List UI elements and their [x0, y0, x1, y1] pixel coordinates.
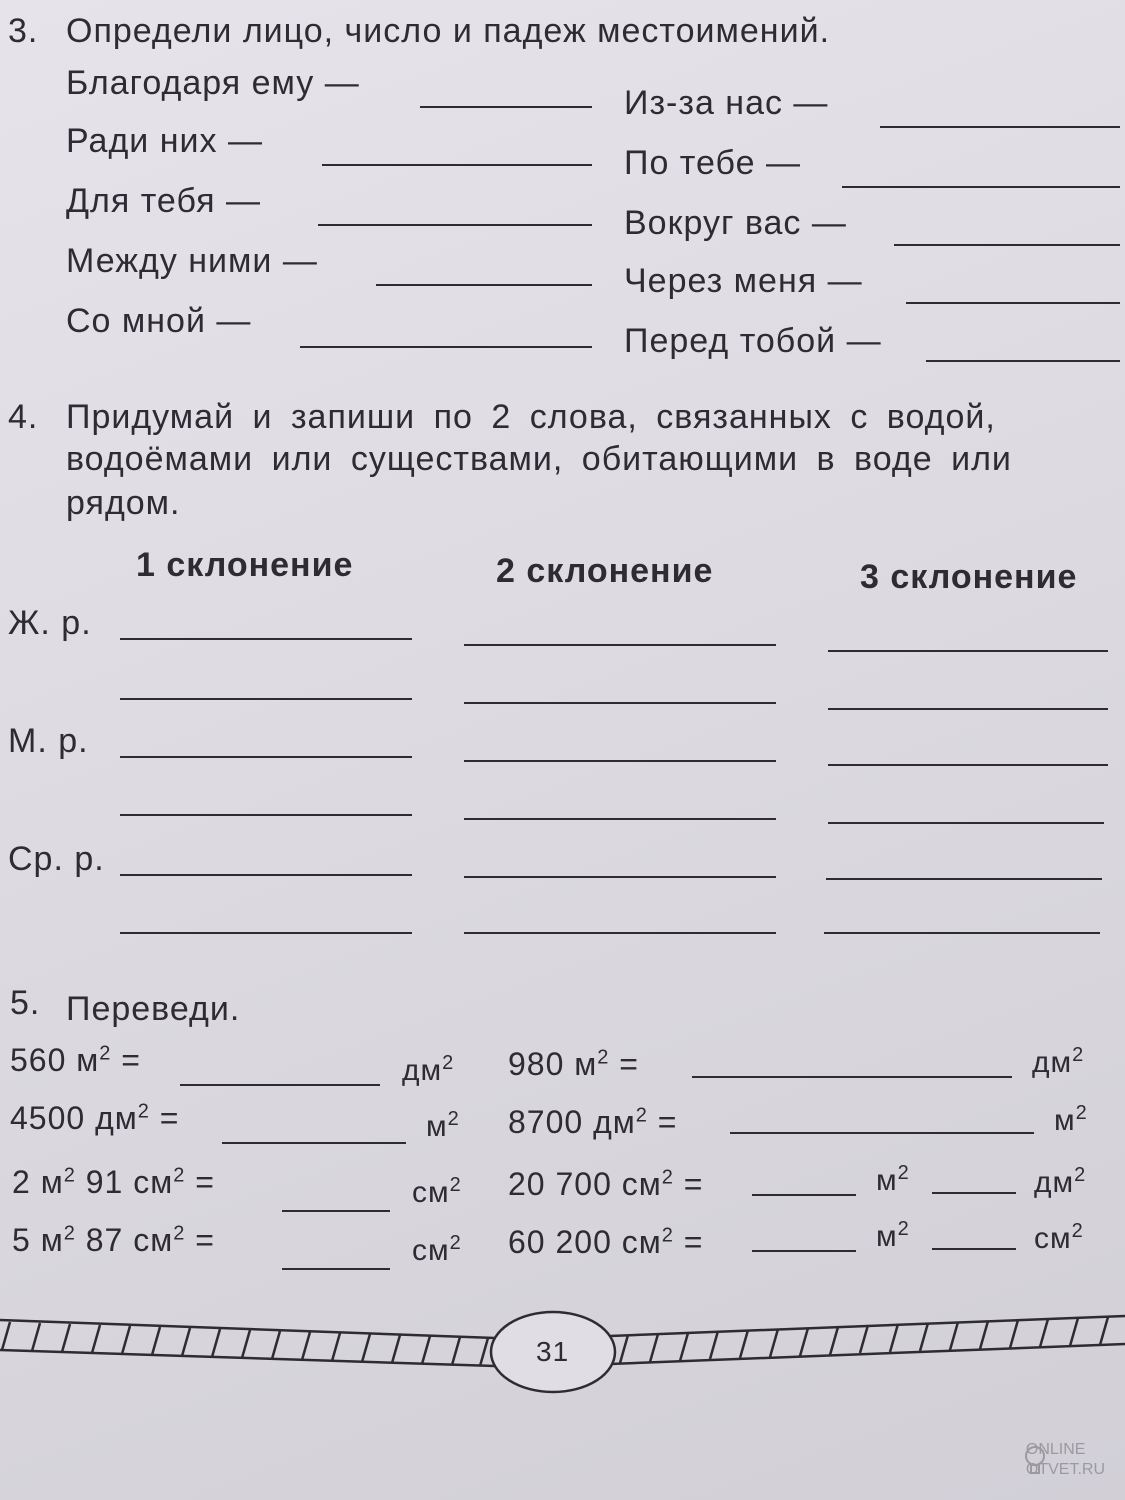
answer-line[interactable] [828, 650, 1108, 652]
task4-text-3: рядом. [66, 484, 181, 522]
task3-number: 3. [8, 12, 39, 50]
task3-right-2: По тебе — [624, 144, 801, 182]
task5-title: Переведи. [66, 990, 241, 1028]
answer-line[interactable] [932, 1192, 1016, 1194]
answer-line[interactable] [828, 764, 1108, 766]
conv-right-3: 20 700 $см^2$ = [508, 1166, 704, 1202]
answer-line[interactable] [300, 346, 592, 348]
task4-text-1: Придумай и запиши по 2 слова, связанных с водой, [66, 398, 996, 436]
answer-line[interactable] [464, 760, 776, 762]
column-header-1: 1 склонение [136, 546, 354, 584]
task3-title: Определи лицо, число и падеж местоимений. [66, 12, 831, 50]
answer-line[interactable] [180, 1084, 380, 1086]
watermark-line-1: ONLINE [1025, 1441, 1086, 1458]
answer-line[interactable] [842, 186, 1120, 188]
answer-line[interactable] [826, 878, 1102, 880]
answer-line[interactable] [828, 822, 1104, 824]
answer-line[interactable] [120, 638, 412, 640]
task3-left-4: Между ними — [66, 242, 318, 280]
answer-line[interactable] [464, 876, 776, 878]
answer-line[interactable] [730, 1132, 1034, 1134]
answer-line[interactable] [120, 814, 412, 816]
task5-number: 5. [10, 984, 41, 1022]
answer-line[interactable] [322, 164, 592, 166]
answer-line[interactable] [932, 1248, 1016, 1250]
answer-line[interactable] [464, 644, 776, 646]
conv-right-4-unit1: $м^2$ [876, 1218, 910, 1253]
answer-line[interactable] [120, 698, 412, 700]
answer-line[interactable] [906, 302, 1120, 304]
conv-right-1: 980 $м^2$ = [508, 1046, 639, 1082]
task3-left-2: Ради них — [66, 122, 263, 160]
task3-left-5: Со мной — [66, 302, 252, 340]
watermark-line-2: OTVET.RU [1025, 1461, 1105, 1478]
conv-right-1-unit: $дм^2$ [1032, 1044, 1085, 1079]
row-label-masc: М. р. [8, 722, 89, 760]
answer-line[interactable] [894, 244, 1120, 246]
conv-right-2-unit: $м^2$ [1054, 1102, 1088, 1137]
conv-right-4-unit2: $см^2$ [1034, 1220, 1084, 1255]
answer-line[interactable] [420, 106, 592, 108]
row-label-fem: Ж. р. [8, 604, 92, 642]
answer-line[interactable] [222, 1142, 406, 1144]
task3-left-3: Для тебя — [66, 182, 262, 220]
rail-ticks-right [620, 1317, 1108, 1363]
answer-line[interactable] [880, 126, 1120, 128]
task3-right-5: Перед тобой — [624, 322, 882, 360]
conv-right-4: 60 200 $см^2$ = [508, 1224, 704, 1260]
conv-left-2-unit: $м^2$ [426, 1108, 460, 1143]
answer-line[interactable] [926, 360, 1120, 362]
conv-right-3-unit1: $м^2$ [876, 1162, 910, 1197]
answer-line[interactable] [120, 874, 412, 876]
answer-line[interactable] [318, 224, 592, 226]
answer-line[interactable] [824, 932, 1100, 934]
watermark [1026, 1440, 1105, 1480]
answer-line[interactable] [120, 932, 412, 934]
conv-left-4: 5 $м^2$ 87 $см^2$ = [12, 1222, 215, 1258]
task3-left-1: Благодаря ему — [66, 64, 360, 102]
task4-number: 4. [8, 398, 39, 436]
column-header-2: 2 склонение [496, 552, 714, 590]
conv-left-1-unit: $дм^2$ [402, 1052, 455, 1087]
conv-left-3-unit: $см^2$ [412, 1174, 462, 1209]
task3-right-3: Вокруг вас — [624, 204, 847, 242]
answer-line[interactable] [464, 818, 776, 820]
answer-line[interactable] [120, 756, 412, 758]
answer-line[interactable] [692, 1076, 1012, 1078]
row-label-neut: Ср. р. [8, 840, 105, 878]
task4-text-2: водоёмами или существами, обитающими в воде или [66, 440, 1012, 478]
answer-line[interactable] [752, 1250, 856, 1252]
conv-right-3-unit2: $дм^2$ [1034, 1164, 1087, 1199]
conv-left-2: 4500 $дм^2$ = [10, 1100, 180, 1136]
page-number: 31 [536, 1336, 570, 1367]
answer-line[interactable] [376, 284, 592, 286]
conv-right-2: 8700 $дм^2$ = [508, 1104, 678, 1140]
conv-left-4-unit: $см^2$ [412, 1232, 462, 1267]
conv-left-3: 2 $м^2$ 91 $см^2$ = [12, 1164, 215, 1200]
column-header-3: 3 склонение [860, 558, 1078, 596]
task3-right-4: Через меня — [624, 262, 863, 300]
answer-line[interactable] [282, 1268, 390, 1270]
task3-right-1: Из-за нас — [624, 84, 829, 122]
answer-line[interactable] [282, 1210, 390, 1212]
answer-line[interactable] [464, 932, 776, 934]
answer-line[interactable] [828, 708, 1108, 710]
answer-line[interactable] [752, 1194, 856, 1196]
conv-left-1: 560 $м^2$ = [10, 1042, 141, 1078]
answer-line[interactable] [464, 702, 776, 704]
